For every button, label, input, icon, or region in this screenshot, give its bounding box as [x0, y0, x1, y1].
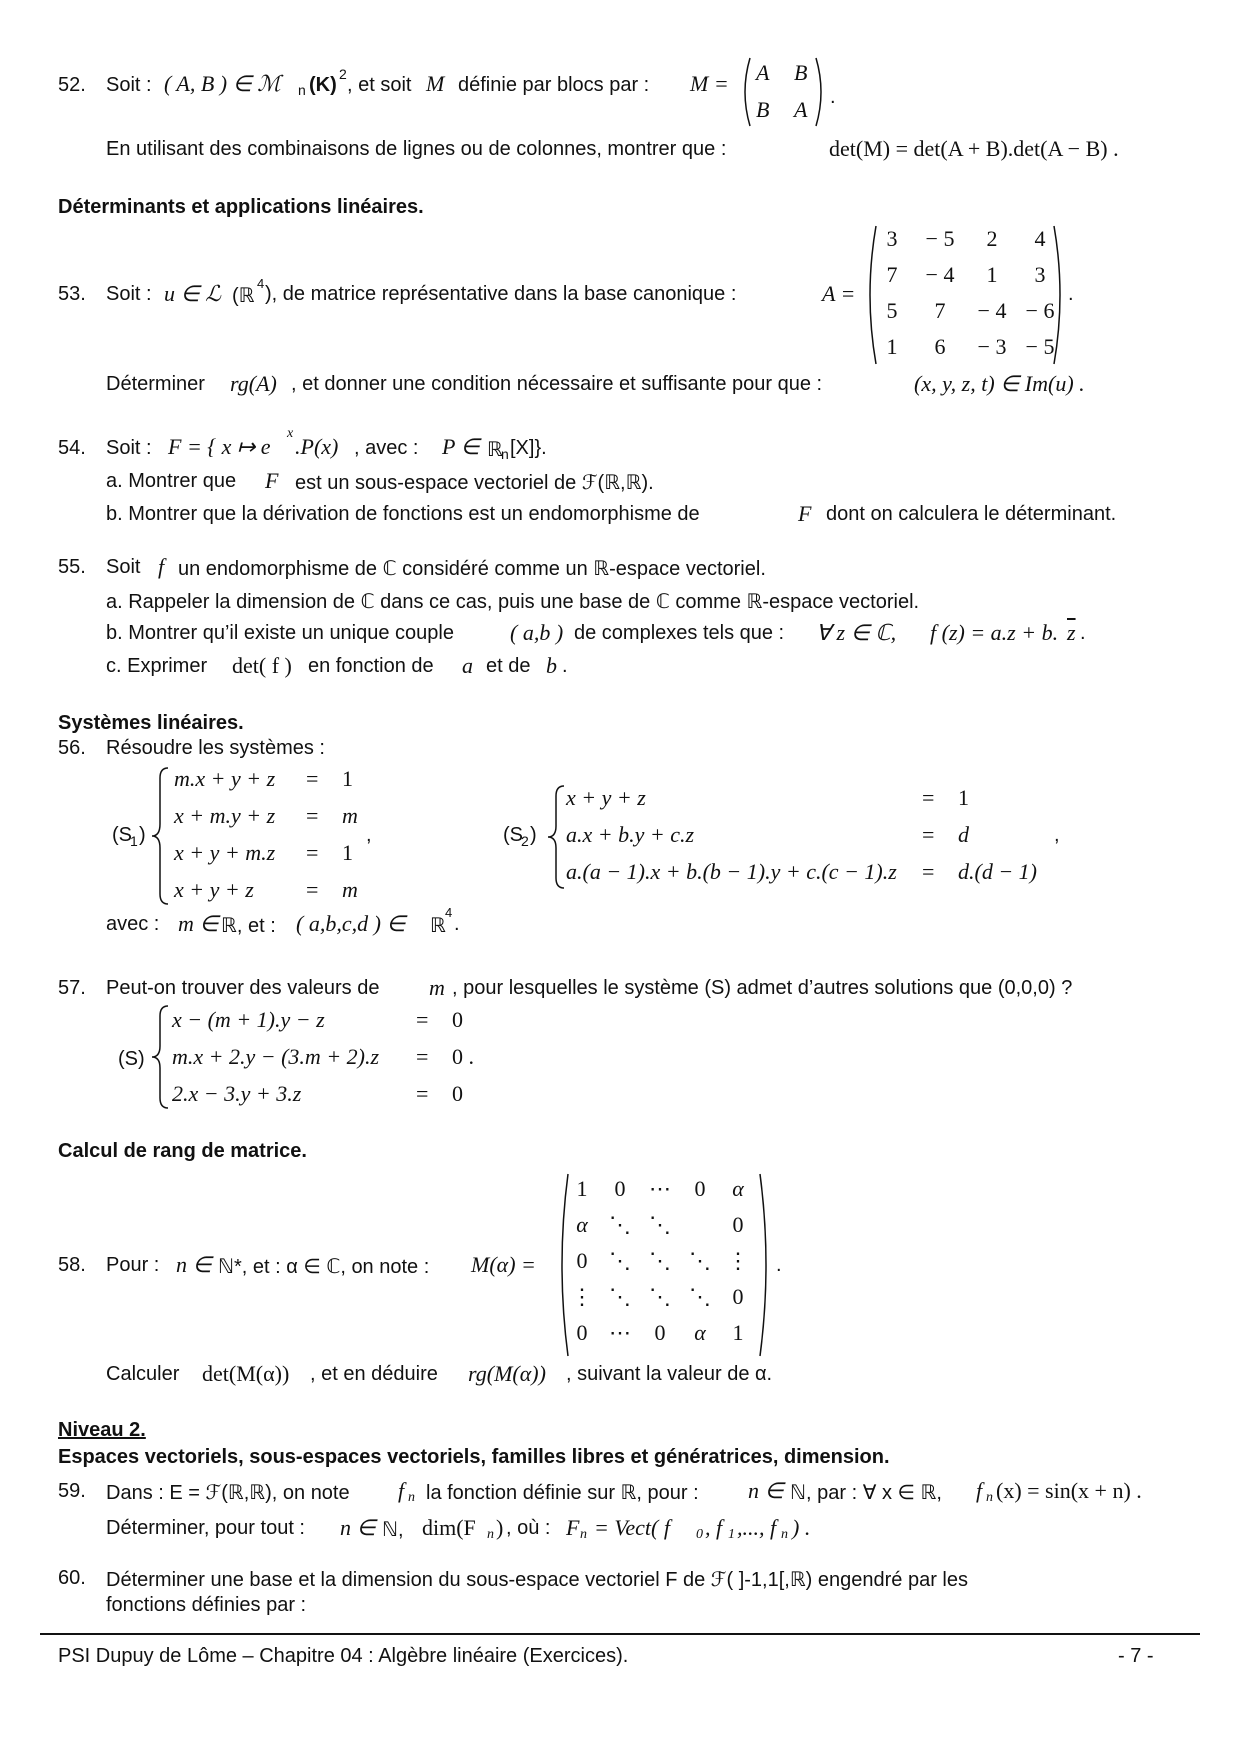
equation-lhs: a.(a − 1).x + b.(b − 1).y + c.(c − 1).z [566, 859, 897, 884]
matrix-cell: − 5 [925, 226, 955, 251]
math: = Vect( f [594, 1515, 670, 1540]
text: Soit : [106, 283, 152, 305]
matrix-cell: 1 [886, 334, 898, 359]
equation-lhs: x + m.y + z [174, 803, 276, 828]
equation-rhs: 0 . [452, 1044, 474, 1069]
system-brace [150, 1004, 172, 1110]
section-heading: Espaces vectoriels, sous-espaces vectoriels, familles libres et génératrices, dimension. [58, 1446, 890, 1468]
exercise-number: 52. [58, 74, 86, 96]
matrix-cell: 0 [694, 1176, 706, 1201]
formula: det(M) = det(A + B).det(A − B) . [829, 136, 1119, 161]
section-heading: Déterminants et applications linéaires. [58, 196, 424, 218]
math: ) . [792, 1515, 811, 1540]
text: et de [486, 655, 531, 677]
text: dont on calculera le déterminant. [826, 503, 1117, 525]
page-number: - 7 - [1118, 1645, 1154, 1667]
math: ) [496, 1515, 504, 1540]
equation-eq: = [922, 785, 935, 810]
exercise-number: 53. [58, 283, 86, 305]
matrix-cell: α [732, 1176, 744, 1201]
text: , et donner une condition nécessaire et suffisante pour que : [291, 373, 823, 395]
right-paren [758, 1172, 772, 1358]
text: ℝ, et : [221, 915, 276, 937]
equation-eq: = [922, 859, 935, 884]
text: ℕ, par : ∀ x ∈ ℝ, [790, 1482, 942, 1504]
matrix-cell: 5 [886, 298, 898, 323]
math: ( A, B ) ∈ ℳ [164, 71, 281, 96]
equation-rhs: m [342, 803, 358, 828]
math: ( a,b,c,d ) ∈ [296, 911, 406, 936]
math: rg(M(α)) [468, 1361, 546, 1386]
math: A = [822, 281, 856, 306]
matrix-cell: ⋱ [609, 1284, 631, 1309]
left-paren [738, 56, 752, 128]
matrix-cell: 7 [934, 298, 946, 323]
system-label: (S [112, 824, 132, 846]
math: F [798, 501, 812, 526]
matrix-cell: ⋱ [649, 1212, 671, 1237]
math: det(M(α)) [202, 1361, 290, 1386]
text: Déterminer [106, 373, 205, 395]
math: F [566, 1515, 580, 1540]
block-cell: A [794, 97, 808, 122]
exercise-number: 58. [58, 1254, 86, 1276]
right-paren [814, 56, 828, 128]
system-brace [150, 766, 172, 906]
text: Résoudre les systèmes : [106, 737, 325, 759]
text: . [562, 655, 568, 677]
math: .P(x) [295, 434, 339, 459]
exercise-number: 60. [58, 1567, 86, 1589]
matrix-cell: ⋮ [571, 1284, 593, 1309]
text: avec : [106, 913, 160, 935]
equation-rhs: 0 [452, 1007, 463, 1032]
text: . [1068, 283, 1074, 305]
text: Calculer [106, 1363, 180, 1385]
matrix-cell: 0 [654, 1320, 666, 1345]
exercise-number: 59. [58, 1480, 86, 1502]
matrix-cell: α [694, 1320, 706, 1345]
matrix-cell: α [576, 1212, 588, 1237]
text: la fonction définie sur ℝ, pour : [426, 1482, 699, 1504]
matrix-cell: − 4 [925, 262, 955, 287]
superscript: 2 [339, 66, 347, 82]
math: ∀ z ∈ ℂ, [816, 620, 897, 645]
text: est un sous-espace vectoriel de ℱ(ℝ,ℝ). [295, 472, 654, 494]
matrix-cell: 0 [576, 1320, 588, 1345]
subscript: 1 [130, 833, 138, 849]
text: ) [530, 824, 537, 846]
text: , [1054, 824, 1060, 846]
math: F [265, 468, 279, 493]
equation-lhs: x + y + m.z [174, 840, 276, 865]
matrix-cell: 0 [732, 1212, 744, 1237]
matrix-cell: ⋱ [649, 1248, 671, 1273]
system-label: (S [503, 824, 523, 846]
text: , et en déduire [310, 1363, 438, 1385]
math: m ∈ [178, 911, 219, 936]
matrix-cell: ⋱ [689, 1284, 711, 1309]
text: Déterminer une base et la dimension du sous-espace vectoriel F de ℱ( ]-1,1[,ℝ) engendré par les [106, 1569, 969, 1591]
matrix-cell: 3 [1034, 262, 1046, 287]
matrix-M-alpha [562, 1174, 772, 1358]
matrix-cell: − 6 [1025, 298, 1055, 323]
text: Déterminer, pour tout : [106, 1517, 305, 1539]
math: P ∈ [442, 434, 480, 459]
subscript: n [501, 446, 509, 462]
equation-eq: = [922, 822, 935, 847]
text: (K) [309, 74, 337, 96]
equation-rhs: 1 [958, 785, 969, 810]
text: ℕ*, et : α ∈ ℂ, on note : [218, 1256, 430, 1278]
section-heading: Systèmes linéaires. [58, 712, 244, 734]
equation-rhs: d.(d − 1) [958, 859, 1037, 884]
math: M [426, 71, 445, 96]
superscript: x [287, 426, 294, 441]
math: , f [705, 1515, 723, 1540]
equation-lhs: x + y + z [174, 877, 254, 902]
math: ( a,b ) [510, 620, 564, 645]
math: (x, y, z, t) ∈ Im(u) . [914, 371, 1085, 396]
equation-lhs: x − (m + 1).y − z [172, 1007, 325, 1032]
equation-rhs: m [342, 877, 358, 902]
text: En utilisant des combinaisons de lignes ou de colonnes, montrer que : [106, 138, 727, 160]
exercise-number: 56. [58, 737, 86, 759]
text: , où : [506, 1517, 551, 1539]
superscript: 4 [445, 905, 453, 920]
matrix-cell: 4 [1034, 226, 1046, 251]
exercise-number: 54. [58, 437, 86, 459]
text: . [830, 86, 836, 108]
text: ℝ [487, 439, 503, 461]
math: n ∈ [340, 1515, 376, 1540]
matrix-cell: 7 [886, 262, 898, 287]
matrix-cell: 0 [576, 1248, 588, 1273]
system-label: (S) [118, 1048, 145, 1070]
superscript: 4 [257, 276, 265, 291]
math: det( f ) [232, 653, 292, 678]
equation-eq: = [416, 1044, 429, 1069]
subscript: n [408, 1490, 415, 1505]
equation-lhs: a.x + b.y + c.z [566, 822, 695, 847]
subscript: n [986, 1490, 993, 1505]
subscript: n [298, 82, 306, 98]
footer-rule [40, 1633, 1200, 1635]
equation-lhs: x + y + z [566, 785, 646, 810]
math: $\overline{z}$ [1067, 620, 1076, 645]
math: F = { x ↦ e [168, 434, 271, 459]
math: M(α) = [471, 1252, 536, 1277]
math: (x) = sin(x + n) . [996, 1478, 1142, 1503]
matrix-cell: 3 [886, 226, 898, 251]
matrix-A [872, 224, 1068, 366]
subscript: n [580, 1527, 587, 1542]
matrix-cell: 6 [934, 334, 946, 359]
text: . [776, 1254, 782, 1276]
math: n ∈ [748, 1478, 784, 1503]
text: c. Exprimer [106, 655, 208, 677]
text: définie par blocs par : [458, 74, 650, 96]
math: b [546, 653, 557, 678]
equation-rhs: 1 [342, 766, 353, 791]
math: f (z) = a.z + b. [930, 620, 1059, 645]
subscript: 0 [696, 1527, 703, 1542]
matrix-cell: 0 [732, 1284, 744, 1309]
matrix-cell: − 4 [977, 298, 1007, 323]
equation-rhs: 0 [452, 1081, 463, 1106]
text: (ℝ [232, 285, 255, 307]
text: ), de matrice représentative dans la base canonique : [265, 283, 737, 305]
equation-eq: = [306, 840, 319, 865]
matrix-cell: 1 [576, 1176, 588, 1201]
math: f [976, 1478, 983, 1503]
subscript: n [781, 1527, 788, 1542]
math: ,..., f [737, 1515, 777, 1540]
exercise-number: 55. [58, 556, 86, 578]
matrix-cell: ⋱ [609, 1212, 631, 1237]
text: , suivant la valeur de α. [566, 1363, 773, 1385]
system-brace [546, 784, 568, 890]
matrix-cell: ⋯ [609, 1320, 631, 1345]
block-cell: B [756, 97, 770, 122]
equation-eq: = [416, 1081, 429, 1106]
text: Soit : [106, 437, 152, 459]
subscript: 2 [521, 833, 529, 849]
text: Pour : [106, 1254, 160, 1276]
equation-lhs: 2.x − 3.y + 3.z [172, 1081, 302, 1106]
subscript: 1 [728, 1527, 735, 1542]
subscript: n [487, 1527, 494, 1542]
text: un endomorphisme de ℂ considéré comme un ℝ-espace vectoriel. [178, 558, 766, 580]
math: dim(F [422, 1515, 476, 1540]
equation-lhs: m.x + y + z [174, 766, 276, 791]
text: a. Montrer que [106, 470, 237, 492]
text: . [1080, 622, 1086, 644]
math: rg(A) [230, 371, 277, 396]
text: , [366, 824, 372, 846]
math: n ∈ [176, 1252, 212, 1277]
equation-lhs: m.x + 2.y − (3.m + 2).z [172, 1044, 380, 1069]
equation-eq: = [306, 877, 319, 902]
block-cell: A [756, 60, 770, 85]
text: , et soit [347, 74, 412, 96]
equation-eq: = [306, 766, 319, 791]
text: [X]}. [510, 437, 547, 459]
exercise-number: 57. [58, 977, 86, 999]
section-heading: Calcul de rang de matrice. [58, 1140, 307, 1162]
text: , pour lesquelles le système (S) admet d’autres solutions que (0,0,0) ? [452, 977, 1073, 999]
matrix-cell: ⋱ [649, 1284, 671, 1309]
matrix-cell: 2 [986, 226, 998, 251]
text: fonctions définies par : [106, 1594, 307, 1616]
matrix-cell: ⋮ [727, 1248, 749, 1273]
text: b. Montrer qu’il existe un unique couple [106, 622, 454, 644]
text: ℕ, [382, 1519, 404, 1541]
matrix-cell: ⋯ [649, 1176, 671, 1201]
text: ) [139, 824, 146, 846]
text: Soit : [106, 74, 152, 96]
text: Peut-on trouver des valeurs de [106, 977, 380, 999]
equation-rhs: 1 [342, 840, 353, 865]
text: , avec : [354, 437, 419, 459]
matrix-cell: − 3 [977, 334, 1007, 359]
text: a. Rappeler la dimension de ℂ dans ce cas, puis une base de ℂ comme ℝ-espace vectoriel. [106, 591, 920, 613]
text: . [454, 913, 460, 935]
text: Soit [106, 556, 141, 578]
matrix-cell: − 5 [1025, 334, 1055, 359]
text: de complexes tels que : [574, 622, 785, 644]
matrix-cell: 0 [614, 1176, 626, 1201]
matrix-cell: 1 [732, 1320, 744, 1345]
right-paren [1052, 224, 1066, 366]
text: ℝ [430, 915, 446, 937]
block-cell: B [794, 60, 808, 85]
matrix-cell: ⋱ [609, 1248, 631, 1273]
equation-eq: = [306, 803, 319, 828]
level-heading: Niveau 2. [58, 1419, 146, 1441]
matrix-cell: 1 [986, 262, 998, 287]
equation-rhs: d [958, 822, 969, 847]
text: en fonction de [308, 655, 434, 677]
math: u ∈ ℒ [164, 281, 222, 306]
matrix-cell: ⋱ [689, 1248, 711, 1273]
text: b. Montrer que la dérivation de fonctions est un endomorphisme de [106, 503, 700, 525]
math: f [398, 1478, 405, 1503]
math: a [462, 653, 473, 678]
math: f [158, 554, 165, 579]
text: Dans : E = ℱ(ℝ,ℝ), on note [106, 1482, 350, 1504]
equation-eq: = [416, 1007, 429, 1032]
math: m [429, 975, 445, 1000]
footer-left: PSI Dupuy de Lôme – Chapitre 04 : Algèbre linéaire (Exercices). [58, 1645, 629, 1667]
math: M = [690, 71, 729, 96]
